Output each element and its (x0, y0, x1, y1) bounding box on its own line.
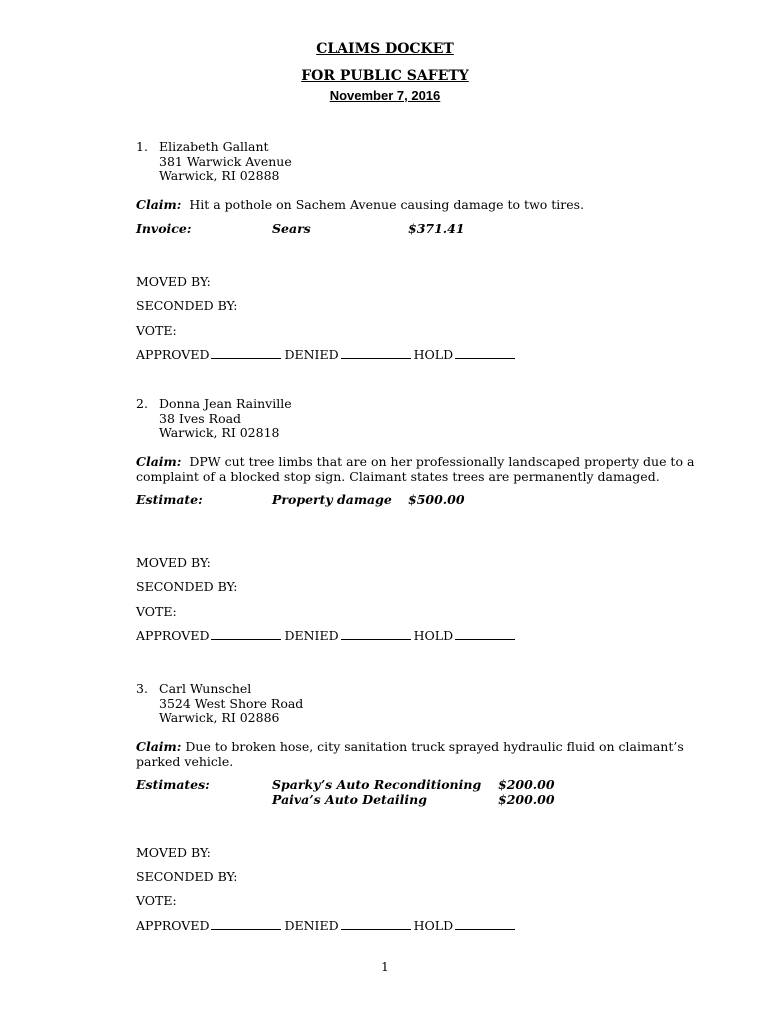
claim-text: Due to broken hose, city sanitation truck sprayed hydraulic fluid on claimant’s parked vehicle. (136, 739, 684, 769)
denied-label: DENIED (284, 347, 339, 362)
denied-blank[interactable] (341, 919, 411, 930)
cost-vendor: Sparky’s Auto Reconditioning (272, 777, 482, 792)
docket-subtitle: FOR PUBLIC SAFETY (301, 68, 469, 84)
hold-blank[interactable] (455, 919, 515, 930)
cost-vendor: Paiva’s Auto Detailing (272, 792, 428, 807)
claim-number: 2. (136, 396, 148, 411)
docket-title: CLAIMS DOCKET (316, 41, 454, 57)
hold-label: HOLD (413, 918, 454, 933)
claimant-name: Elizabeth Gallant (159, 139, 269, 154)
claim-description (136, 740, 696, 769)
hold-label: HOLD (413, 628, 454, 643)
claimant-address-line2: Warwick, RI 02818 (159, 425, 280, 440)
approved-label: APPROVED (136, 628, 210, 643)
decision-line (136, 348, 518, 363)
claim-label: Claim: (136, 454, 182, 469)
denied-blank[interactable] (341, 629, 411, 640)
cost-amount: $371.41 (408, 221, 465, 236)
hold-blank[interactable] (455, 348, 515, 359)
hold-label: HOLD (413, 347, 454, 362)
cost-label: Estimate: (136, 492, 203, 507)
claim-number: 1. (136, 139, 148, 154)
cost-label: Estimates: (136, 777, 210, 792)
claim-text: Hit a pothole on Sachem Avenue causing damage to two tires. (189, 197, 585, 212)
claim-description (136, 198, 584, 213)
moved-by-label: MOVED BY: (136, 555, 211, 570)
vote-label: VOTE: (136, 604, 177, 619)
approved-label: APPROVED (136, 347, 210, 362)
moved-by-label: MOVED BY: (136, 274, 211, 289)
cost-amount: $500.00 (408, 492, 465, 507)
page-number: 1 (381, 960, 389, 974)
seconded-by-label: SECONDED BY: (136, 869, 238, 884)
decision-line (136, 629, 518, 644)
seconded-by-label: SECONDED BY: (136, 579, 238, 594)
claimant-address-line1: 38 Ives Road (159, 411, 242, 426)
claim-number: 3. (136, 681, 148, 696)
moved-by-label: MOVED BY: (136, 845, 211, 860)
claim-label: Claim: (136, 197, 182, 212)
vote-label: VOTE: (136, 893, 177, 908)
claimant-address-line2: Warwick, RI 02886 (159, 710, 280, 725)
cost-vendor: Sears (272, 221, 311, 236)
claimant-name: Carl Wunschel (159, 681, 252, 696)
claimant-address-line1: 3524 West Shore Road (159, 696, 304, 711)
cost-amount: $200.00 (498, 777, 555, 792)
docket-date: November 7, 2016 (329, 88, 441, 103)
decision-line (136, 919, 518, 934)
hold-blank[interactable] (455, 629, 515, 640)
denied-label: DENIED (284, 628, 339, 643)
claimant-address-line2: Warwick, RI 02888 (159, 168, 280, 183)
seconded-by-label: SECONDED BY: (136, 298, 238, 313)
denied-blank[interactable] (341, 348, 411, 359)
claim-description (136, 455, 696, 484)
cost-label: Invoice: (136, 221, 192, 236)
approved-blank[interactable] (211, 919, 281, 930)
claim-label: Claim: (136, 739, 182, 754)
claimant-name: Donna Jean Rainville (159, 396, 292, 411)
approved-label: APPROVED (136, 918, 210, 933)
claimant-address-line1: 381 Warwick Avenue (159, 154, 292, 169)
approved-blank[interactable] (211, 629, 281, 640)
cost-vendor: Property damage (272, 492, 392, 507)
cost-amount: $200.00 (498, 792, 555, 807)
approved-blank[interactable] (211, 348, 281, 359)
denied-label: DENIED (284, 918, 339, 933)
claim-text: DPW cut tree limbs that are on her professionally landscaped property due to a complaint of a blocked stop sign. Claimant states trees are permanently damaged. (136, 454, 695, 484)
vote-label: VOTE: (136, 323, 177, 338)
